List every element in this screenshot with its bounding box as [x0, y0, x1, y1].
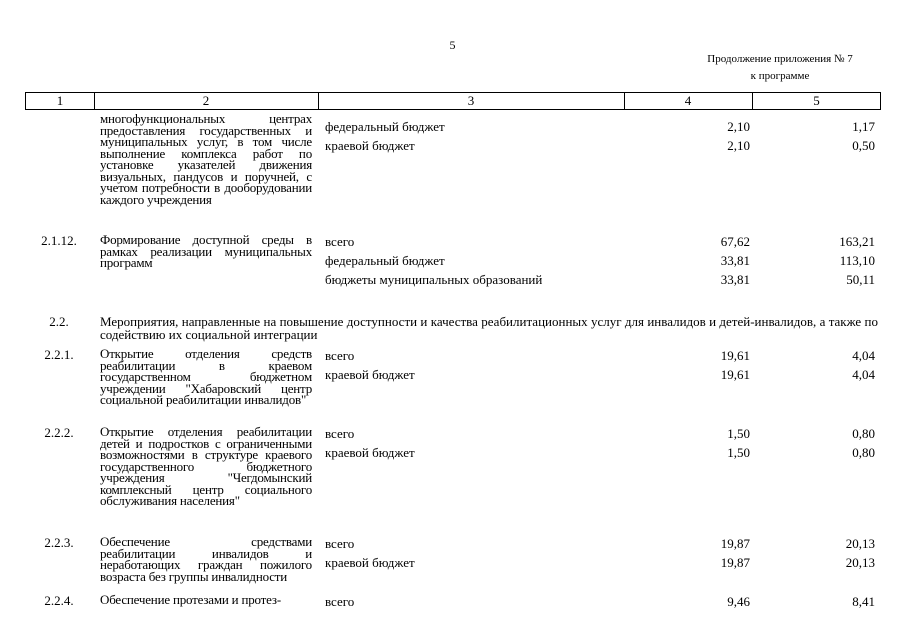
source-label: федеральный бюджет [325, 119, 445, 134]
row-number: 2.2.1. [44, 347, 74, 362]
continuation-line-2: к программе [750, 70, 810, 82]
source-line [325, 555, 885, 574]
value-col-4: 19,87 [720, 536, 750, 551]
source-label: федеральный бюджет [325, 253, 445, 268]
value-col-4: 2,10 [727, 119, 750, 134]
source-label: краевой бюджет [325, 138, 415, 153]
row-sources [325, 536, 885, 574]
value-col-5: 20,13 [845, 536, 875, 551]
source-label: краевой бюджет [325, 367, 415, 382]
header-col-5: 5 [813, 93, 820, 108]
value-col-4: 67,62 [720, 234, 750, 249]
source-label: всего [325, 234, 355, 249]
page-number: 5 [449, 38, 456, 52]
header-col-3: 3 [467, 93, 475, 108]
value-col-5: 0,80 [852, 445, 875, 460]
source-line [325, 272, 885, 291]
row-name: Обеспечение средствами реабилитации инвалидов и неработающих граждан пожилого возраста без группы инвалидности [100, 534, 312, 584]
value-col-4: 1,50 [727, 426, 750, 441]
value-col-5: 4,04 [852, 367, 875, 382]
section-heading: Мероприятия, направленные на повышение доступности и качества реабилитационных услуг для инвалидов и детей-инвалидов, а также по содействию их социальной интеграции [100, 314, 878, 342]
source-label: всего [325, 536, 355, 551]
row-number: 2.1.12. [41, 233, 77, 248]
value-col-4: 33,81 [720, 272, 750, 287]
value-col-5: 8,41 [852, 594, 875, 609]
source-line [325, 426, 885, 445]
value-col-4: 9,46 [727, 594, 750, 609]
value-col-4: 1,50 [727, 445, 750, 460]
row-sources [325, 119, 885, 157]
value-col-4: 2,10 [727, 138, 750, 153]
row-number: 2.2. [49, 314, 69, 329]
row-name: Открытие отделения реабилитации детей и подростков с ограниченными возможностями в структуре краевого государственного бюджетного учреждения "Чегдомынский комплексный центр социального обслуживания населения" [100, 424, 312, 508]
header-col-2: 2 [202, 93, 210, 108]
source-label: всего [325, 426, 355, 441]
row-name: Формирование доступной среды в рамках реализации муниципальных программ [100, 232, 312, 270]
continuation-line-1: Продолжение приложения № 7 [707, 53, 853, 65]
value-col-5: 0,50 [852, 138, 875, 153]
value-col-5: 0,80 [852, 426, 875, 441]
header-col-4: 4 [684, 93, 692, 108]
row-name: многофункциональных центрах предоставления государственных и муниципальных услуг, в том числе выполнение комплекса работ по установке указателей движения визуальных, пандусов и поручней, с учетом потребности в дооборудовании каждого учреждения [100, 111, 312, 207]
row-sources [325, 234, 885, 291]
row-sources [325, 594, 885, 613]
source-line [325, 367, 885, 386]
value-col-4: 33,81 [720, 253, 750, 268]
source-line [325, 138, 885, 157]
value-col-4: 19,61 [720, 367, 750, 382]
value-col-5: 113,10 [839, 253, 875, 268]
source-line [325, 234, 885, 253]
table-header [25, 92, 881, 110]
source-label: бюджеты муниципальных образований [325, 272, 543, 287]
header-col-1: 1 [56, 93, 64, 108]
source-line [325, 119, 885, 138]
value-col-5: 20,13 [845, 555, 875, 570]
source-line [325, 445, 885, 464]
source-line [325, 536, 885, 555]
row-number: 2.2.2. [44, 425, 74, 440]
source-label: краевой бюджет [325, 555, 415, 570]
row-name: Открытие отделения средств реабилитации в краевом государственном бюджетном учреждении "Хабаровский центр социальной реабилитации инвалидов" [100, 346, 312, 407]
row-sources [325, 426, 885, 464]
source-label: краевой бюджет [325, 445, 415, 460]
value-col-4: 19,61 [720, 348, 750, 363]
row-sources [325, 348, 885, 386]
source-line [325, 253, 885, 272]
row-number: 2.2.4. [44, 593, 74, 608]
source-label: всего [325, 348, 355, 363]
value-col-5: 1,17 [852, 119, 875, 134]
value-col-5: 50,11 [846, 272, 875, 287]
continuation-note [660, 51, 900, 85]
row-number: 2.2.3. [44, 535, 74, 550]
value-col-5: 4,04 [852, 348, 875, 363]
source-label: всего [325, 594, 355, 609]
value-col-5: 163,21 [839, 234, 875, 249]
value-col-4: 19,87 [720, 555, 750, 570]
row-name: Обеспечение протезами и протез- [100, 592, 281, 607]
source-line [325, 348, 885, 367]
source-line [325, 594, 885, 613]
